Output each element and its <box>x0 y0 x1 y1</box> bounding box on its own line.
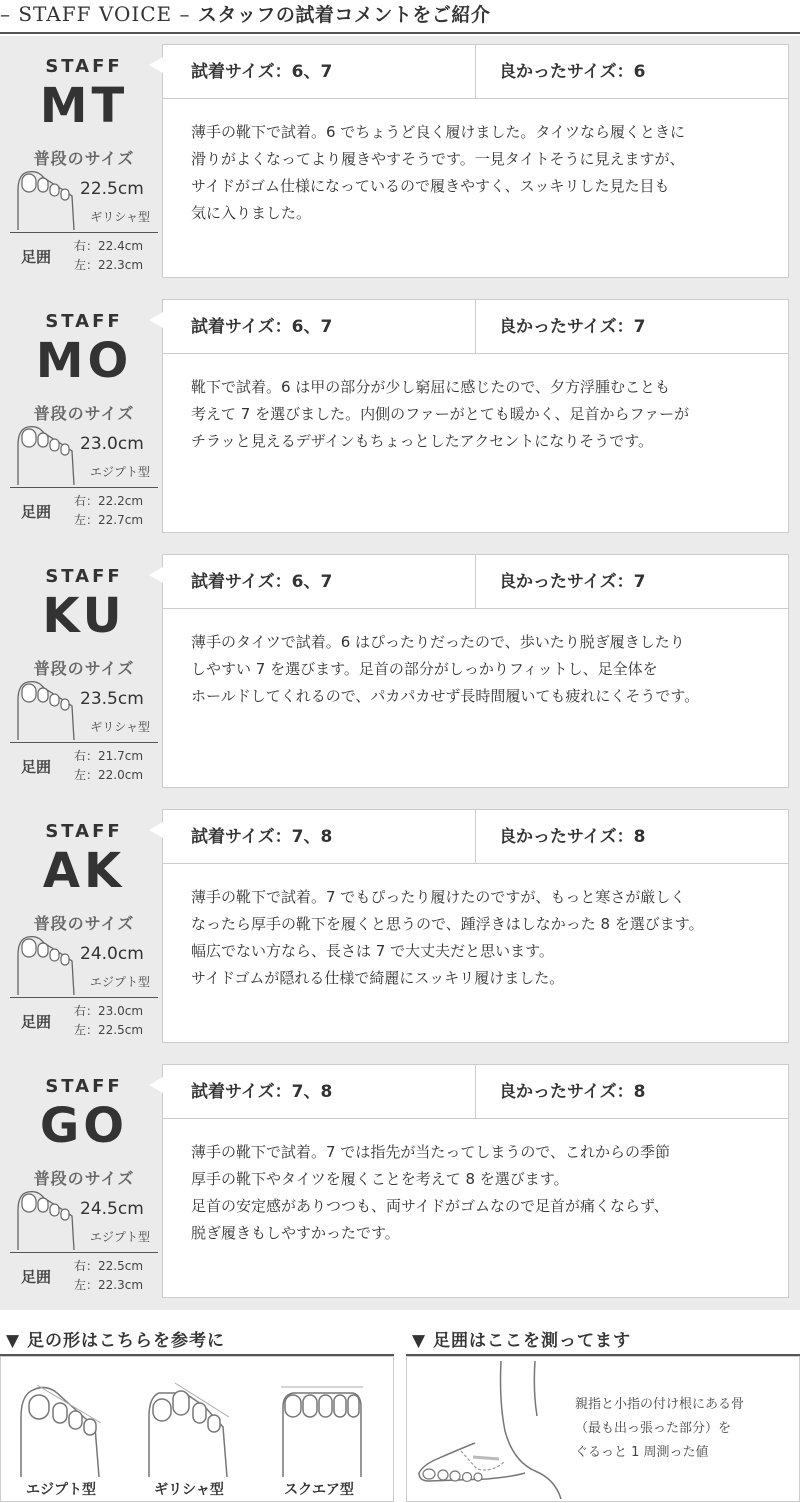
tried-size: 試着サイズ：7、8 <box>191 827 333 847</box>
girth-guide <box>406 1320 800 1503</box>
girth-left: 左：22.5cm <box>74 1023 144 1037</box>
comment-box <box>162 44 789 278</box>
foot-type: エジプト型 <box>89 465 150 479</box>
foot-icon <box>16 678 76 740</box>
size-separator <box>475 810 476 864</box>
title-en: STAFF VOICE <box>18 2 173 26</box>
usual-size-value: 23.0cm <box>80 434 144 454</box>
egyptian-label: エジプト型 <box>26 1482 96 1498</box>
size-row <box>163 810 788 864</box>
usual-size-value: 24.0cm <box>80 944 144 964</box>
girth-right: 右：21.7cm <box>74 749 144 763</box>
staff-label: STAFF <box>45 566 123 587</box>
tried-size: 試着サイズ：6、7 <box>191 572 333 592</box>
best-size: 良かったサイズ：7 <box>499 572 646 592</box>
staff-comment: 薄手の靴下で試着。6 でちょうど良く履けました。タイツなら履くときに 滑りがよくなってより履きやすそうです。一見タイトそうに見えますが、 サイドがゴム仕様になっているので履きやすく、スッキリした見た目も 気に入りました。 <box>191 123 686 222</box>
tried-size: 試着サイズ：6、7 <box>191 317 333 337</box>
staff-code: KU <box>42 588 126 644</box>
girth-label: 足囲 <box>21 758 52 776</box>
staff-comment: 靴下で試着。6 は甲の部分が少し窮屈に感じたので、夕方浮腫むことも 考えて 7 を選びました。内側のファーがとても暖かく、足首からファーが チラッと見えるデザインもちょっとしたアクセントになりそうです。 <box>191 378 690 450</box>
size-row <box>163 300 788 354</box>
staff-profile <box>8 801 160 1039</box>
girth-guide-box <box>406 1356 800 1502</box>
size-row <box>163 1065 788 1119</box>
square-label: スクエア型 <box>284 1482 354 1498</box>
girth-right: 右：22.2cm <box>74 494 144 508</box>
girth-right: 右：22.5cm <box>74 1259 144 1273</box>
staff-profile <box>8 291 160 529</box>
girth-right: 右：22.4cm <box>74 239 144 253</box>
staff-comment: 薄手の靴下で試着。7 でもぴったり履けたのですが、もっと寒さが厳しく なったら厚手の靴下を履くと思うので、踵浮きはしなかった 8 を選びます。 幅広でない方なら、長さは 7 で大丈夫だと思います。 サイドゴムが隠れる仕様で綺麗にスッキリ履けました。 <box>191 888 704 987</box>
comment-box <box>162 1064 789 1298</box>
staff-card <box>0 1056 800 1294</box>
profile-divider <box>10 1252 158 1253</box>
staff-profile <box>8 36 160 274</box>
foot-type: ギリシャ型 <box>90 210 150 224</box>
usual-size-label: 普段のサイズ <box>33 1169 135 1188</box>
square-foot-icon <box>277 1377 367 1477</box>
staff-code: MT <box>39 78 129 134</box>
profile-divider <box>10 742 158 743</box>
girth-guide-title: ▼ 足囲はここを測ってます <box>412 1331 631 1351</box>
comment-box <box>162 554 789 788</box>
best-size: 良かったサイズ：6 <box>499 62 646 82</box>
staff-comment: 薄手のタイツで試着。6 はぴったりだったので、歩いたり脱ぎ履きしたり しやすい 7 を選びます。足首の部分がしっかりフィットし、足全体を ホールドしてくれるので、パカパカせず長時間履いても疲れにくそうです。 <box>191 633 700 705</box>
staff-card <box>0 291 800 529</box>
size-separator <box>475 45 476 99</box>
staff-card <box>0 36 800 274</box>
foot-icon <box>16 933 76 995</box>
foot-side-icon <box>415 1361 565 1499</box>
staff-card <box>0 546 800 784</box>
usual-size-label: 普段のサイズ <box>33 659 135 678</box>
comment-box <box>162 299 789 533</box>
staff-label: STAFF <box>45 311 123 332</box>
usual-size-label: 普段のサイズ <box>33 149 135 168</box>
girth-left: 左：22.7cm <box>74 513 144 527</box>
staff-comment: 薄手の靴下で試着。7 では指先が当たってしまうので、これからの季節 厚手の靴下やタイツを履くことを考えて 8 を選びます。 足首の安定感がありつつも、両サイドがゴムなので足首が痛くならず、 脱ぎ履きもしやすかったです。 <box>191 1143 671 1242</box>
foot-icon <box>16 1188 76 1250</box>
tried-size: 試着サイズ：7、8 <box>191 1082 333 1102</box>
best-size: 良かったサイズ：7 <box>499 317 646 337</box>
egyptian-foot-icon <box>17 1377 107 1477</box>
girth-line-2: （最も出っ張った部分）を <box>575 1421 732 1436</box>
staff-profile <box>8 1056 160 1294</box>
foot-shape-guide-title: ▼ 足の形はこちらを参考に <box>6 1331 225 1351</box>
best-size: 良かったサイズ：8 <box>499 1082 646 1102</box>
size-row <box>163 555 788 609</box>
staff-code: MO <box>35 333 133 389</box>
staff-card <box>0 801 800 1039</box>
best-size: 良かったサイズ：8 <box>499 827 646 847</box>
girth-left: 左：22.3cm <box>74 258 144 272</box>
usual-size-label: 普段のサイズ <box>33 914 135 933</box>
foot-type: エジプト型 <box>89 1230 150 1244</box>
girth-left: 左：22.3cm <box>74 1278 144 1292</box>
greek-foot-icon <box>145 1377 235 1477</box>
girth-line-1: 親指と小指の付け根にある骨 <box>575 1397 745 1412</box>
girth-right: 右：23.0cm <box>74 1004 144 1018</box>
comment-box <box>162 809 789 1043</box>
profile-divider <box>10 232 158 233</box>
usual-size-value: 23.5cm <box>80 689 144 709</box>
size-separator <box>475 555 476 609</box>
staff-voice-list <box>0 36 800 1310</box>
staff-code: AK <box>42 843 126 899</box>
title-jp: スタッフの試着コメントをご紹介 <box>197 4 491 26</box>
girth-label: 足囲 <box>21 1013 52 1031</box>
usual-size-label: 普段のサイズ <box>33 404 135 423</box>
foot-type: エジプト型 <box>89 975 150 989</box>
girth-left: 左：22.0cm <box>74 768 144 782</box>
girth-line-3: ぐるっと 1 周測った値 <box>575 1445 709 1460</box>
foot-icon <box>16 168 76 230</box>
page-header <box>0 0 800 34</box>
tried-size: 試着サイズ：6、7 <box>191 62 333 82</box>
page-title: – STAFF VOICE – スタッフの試着コメントをご紹介 <box>0 2 491 26</box>
staff-profile <box>8 546 160 784</box>
profile-divider <box>10 487 158 488</box>
foot-icon <box>16 423 76 485</box>
size-separator <box>475 300 476 354</box>
foot-shape-guide-box <box>0 1356 394 1502</box>
girth-label: 足囲 <box>21 248 52 266</box>
staff-code: GO <box>39 1098 129 1154</box>
size-separator <box>475 1065 476 1119</box>
profile-divider <box>10 997 158 998</box>
usual-size-value: 22.5cm <box>80 179 144 199</box>
staff-label: STAFF <box>45 821 123 842</box>
size-row <box>163 45 788 99</box>
staff-label: STAFF <box>45 1076 123 1097</box>
foot-shape-guide <box>0 1320 394 1503</box>
usual-size-value: 24.5cm <box>80 1199 144 1219</box>
greek-label: ギリシャ型 <box>154 1482 224 1498</box>
foot-type: ギリシャ型 <box>90 720 150 734</box>
staff-label: STAFF <box>45 56 123 77</box>
girth-label: 足囲 <box>21 1268 52 1286</box>
girth-explanation <box>575 1393 744 1465</box>
girth-label: 足囲 <box>21 503 52 521</box>
